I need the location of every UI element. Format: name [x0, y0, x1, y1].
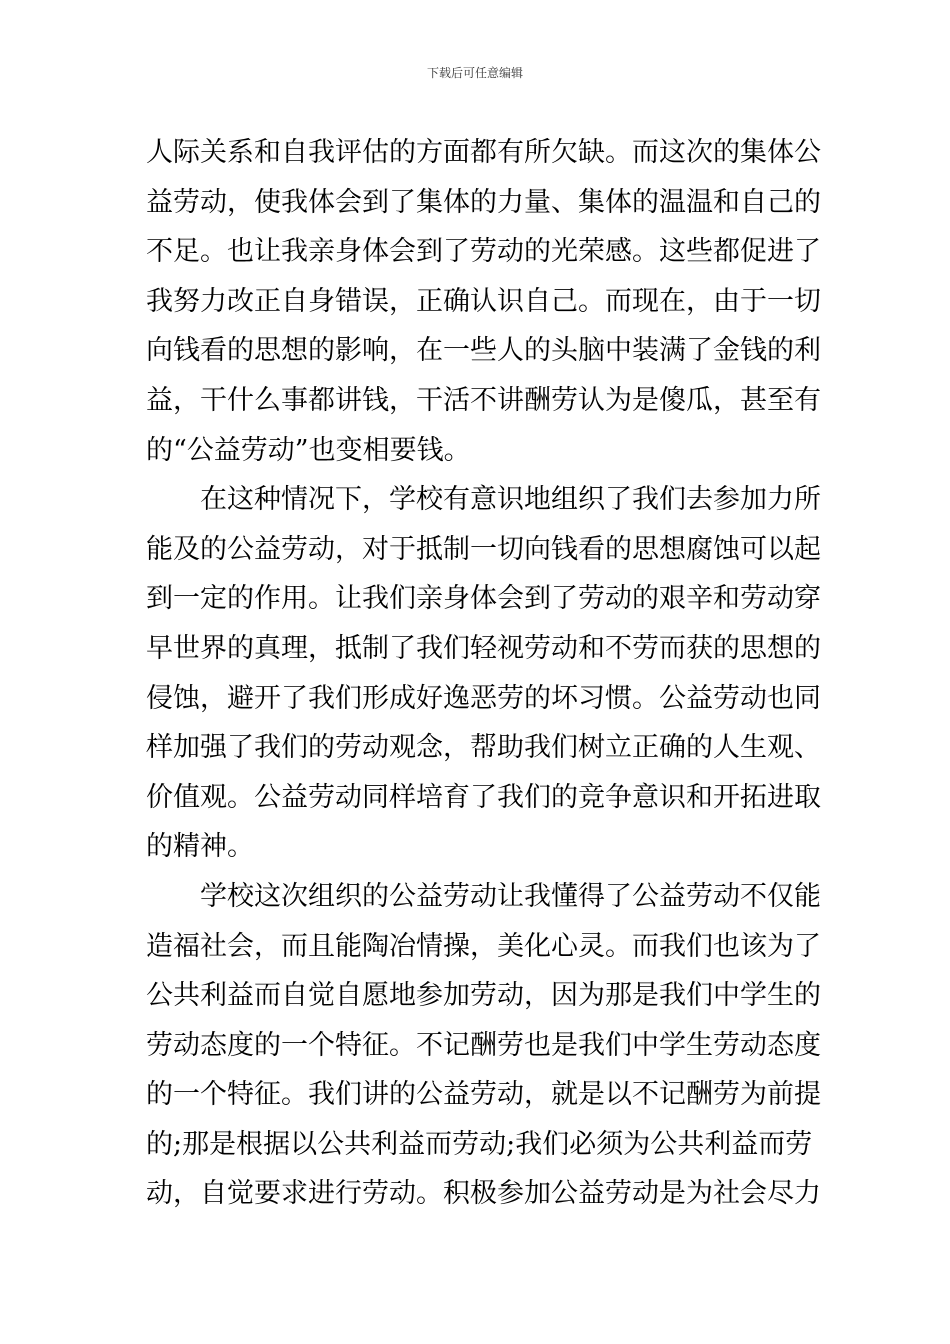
text-line: 侵蚀，避开了我们形成好逸恶劳的坏习惯。公益劳动也同 — [146, 682, 821, 714]
text-line: 公共利益而自觉自愿地参加劳动，因为那是我们中学生的 — [146, 980, 821, 1012]
paragraph — [146, 475, 821, 872]
paragraph — [146, 872, 821, 1219]
text-line: 到一定的作用。让我们亲身体会到了劳动的艰辛和劳动穿 — [146, 583, 821, 615]
text-line: 造福社会，而且能陶冶情操，美化心灵。而我们也该为了 — [146, 930, 821, 962]
text-line: 劳动态度的一个特征。不记酬劳也是我们中学生劳动态度 — [146, 1029, 821, 1061]
text-line: 的一个特征。我们讲的公益劳动，就是以不记酬劳为前提 — [146, 1079, 821, 1111]
text-line: 益劳动，使我体会到了集体的力量、集体的温温和自己的 — [146, 186, 821, 218]
text-line: 的;那是根据以公共利益而劳动;我们必须为公共利益而劳 — [146, 1128, 813, 1160]
text-line: 人际关系和自我评估的方面都有所欠缺。而这次的集体公 — [146, 137, 821, 168]
paragraph — [146, 128, 821, 475]
document-body — [146, 128, 821, 1219]
text-line: 在这种情况下，学校有意识地组织了我们去参加力所 — [200, 484, 821, 516]
text-line: 样加强了我们的劳动观念，帮助我们树立正确的人生观、 — [146, 732, 821, 764]
text-line: 动，自觉要求进行劳动。积极参加公益劳动是为社会尽力 — [146, 1178, 821, 1210]
text-line: 我努力改正自身错误，正确认识自己。而现在，由于一切 — [146, 285, 821, 317]
text-line: 益，干什么事都讲钱，干活不讲酬劳认为是傻瓜，甚至有 — [146, 384, 821, 416]
text-line: 向钱看的思想的影响，在一些人的头脑中装满了金钱的利 — [146, 335, 821, 367]
text-line: 学校这次组织的公益劳动让我懂得了公益劳动不仅能 — [200, 880, 821, 912]
text-line: 能及的公益劳动，对于抵制一切向钱看的思想腐蚀可以起 — [146, 533, 821, 565]
text-line: 不足。也让我亲身体会到了劳动的光荣感。这些都促进了 — [146, 236, 821, 268]
text-line: 的“公益劳动”也变相要钱。 — [146, 434, 471, 466]
page-header: 下载后可任意编辑 — [426, 66, 523, 80]
text-line: 的精神。 — [146, 831, 254, 863]
text-line: 价值观。公益劳动同样培育了我们的竞争意识和开拓进取 — [146, 781, 821, 813]
text-line: 早世界的真理，抵制了我们轻视劳动和不劳而获的思想的 — [146, 632, 821, 664]
